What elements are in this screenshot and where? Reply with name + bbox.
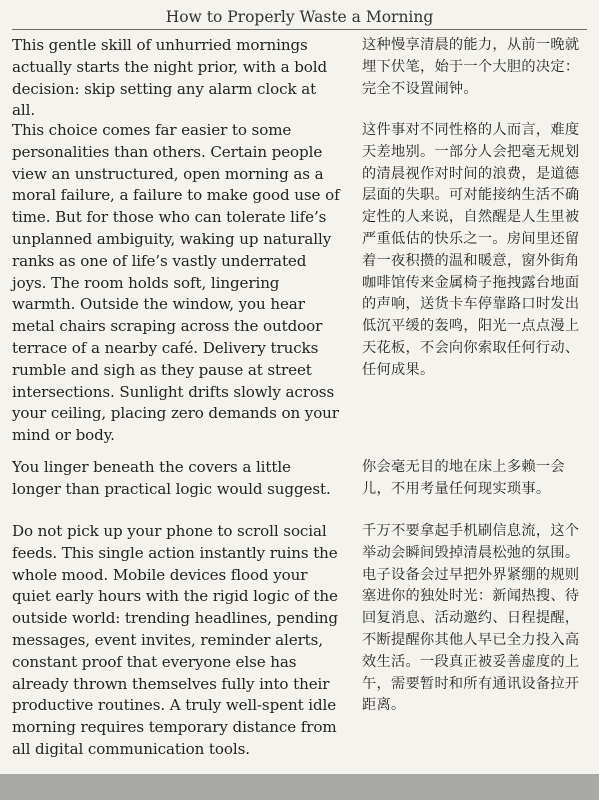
chinese-paragraph-1: 这种慢享清晨的能力，从前一晚就埋下伏笔，始于一个大胆的决定：完全不设置闹钟。: [362, 37, 580, 97]
chinese-paragraph-3: 你会毫无目的地在床上多赖一会儿，不用考量任何现实琐事。: [362, 459, 565, 497]
chinese-paragraph-2: 这件事对不同性格的人而言，难度天差地别。一部分人会把毫无规划的清晨视作对时间的浪费，是道德层面的失职。可对能接纳生活不确定性的人来说，自然醒是人生里被严重低估的快乐之一。房间里还留着一夜积攒的温和暖意，窗外街角咖啡馆传来金属椅子拖拽露台地面的声响，送货卡车停靠路口时发出低沉平缓的轰鸣，阳光一点点漫上天花板，不会向你索取任何行动、任何成果。: [362, 122, 580, 378]
chinese-paragraph-4: 千万不要拿起手机刷信息流，这个举动会瞬间毁掉清晨松弛的氛围。电子设备会过早把外界紧绷的规则塞进你的独处时光：新闻热搜、待回复消息、活动邀约、日程提醒，不断提醒你其他人早已全力投入高效生活。一段真正被妥善虚度的上午，需要暂时和所有通讯设备拉开距离。: [362, 523, 580, 714]
footer-bar: [0, 774, 599, 800]
english-paragraph-2: This choice comes far easier to some personalities than others. Certain people view an unstructured, open morning as a moral failure, a failure to make good use of time. But for those who can tolerate life’s unplanned ambiguity, waking up naturally ranks as one of life’s vastly underrated joys. The room holds soft, lingering warmth. Outside the window, you hear metal chairs scraping across the outdoor terrace of a nearby café. Delivery trucks rumble and sigh as they pause at street intersections. Sunlight drifts slowly across your ceiling, placing zero demands on your mind or body.: [12, 121, 340, 445]
english-paragraph-1: This gentle skill of unhurried mornings actually starts the night prior, with a bold decision: skip setting any alarm clock at all.: [12, 36, 328, 120]
english-paragraph-4: Do not pick up your phone to scroll social feeds. This single action instantly ruins the whole mood. Mobile devices flood your quiet early hours with the rigid logic of the outside world: trending headlines, pending messages, event invites, reminder alerts, constant proof that everyone else has already thrown themselves fully into their productive routines. A truly well-spent idle morning requires temporary distance from all digital communication tools.: [12, 522, 338, 758]
page-title: How to Properly Waste a Morning: [165, 8, 434, 26]
english-paragraph-3: You linger beneath the covers a little longer than practical logic would suggest.: [12, 458, 331, 498]
header-divider: [12, 29, 587, 30]
